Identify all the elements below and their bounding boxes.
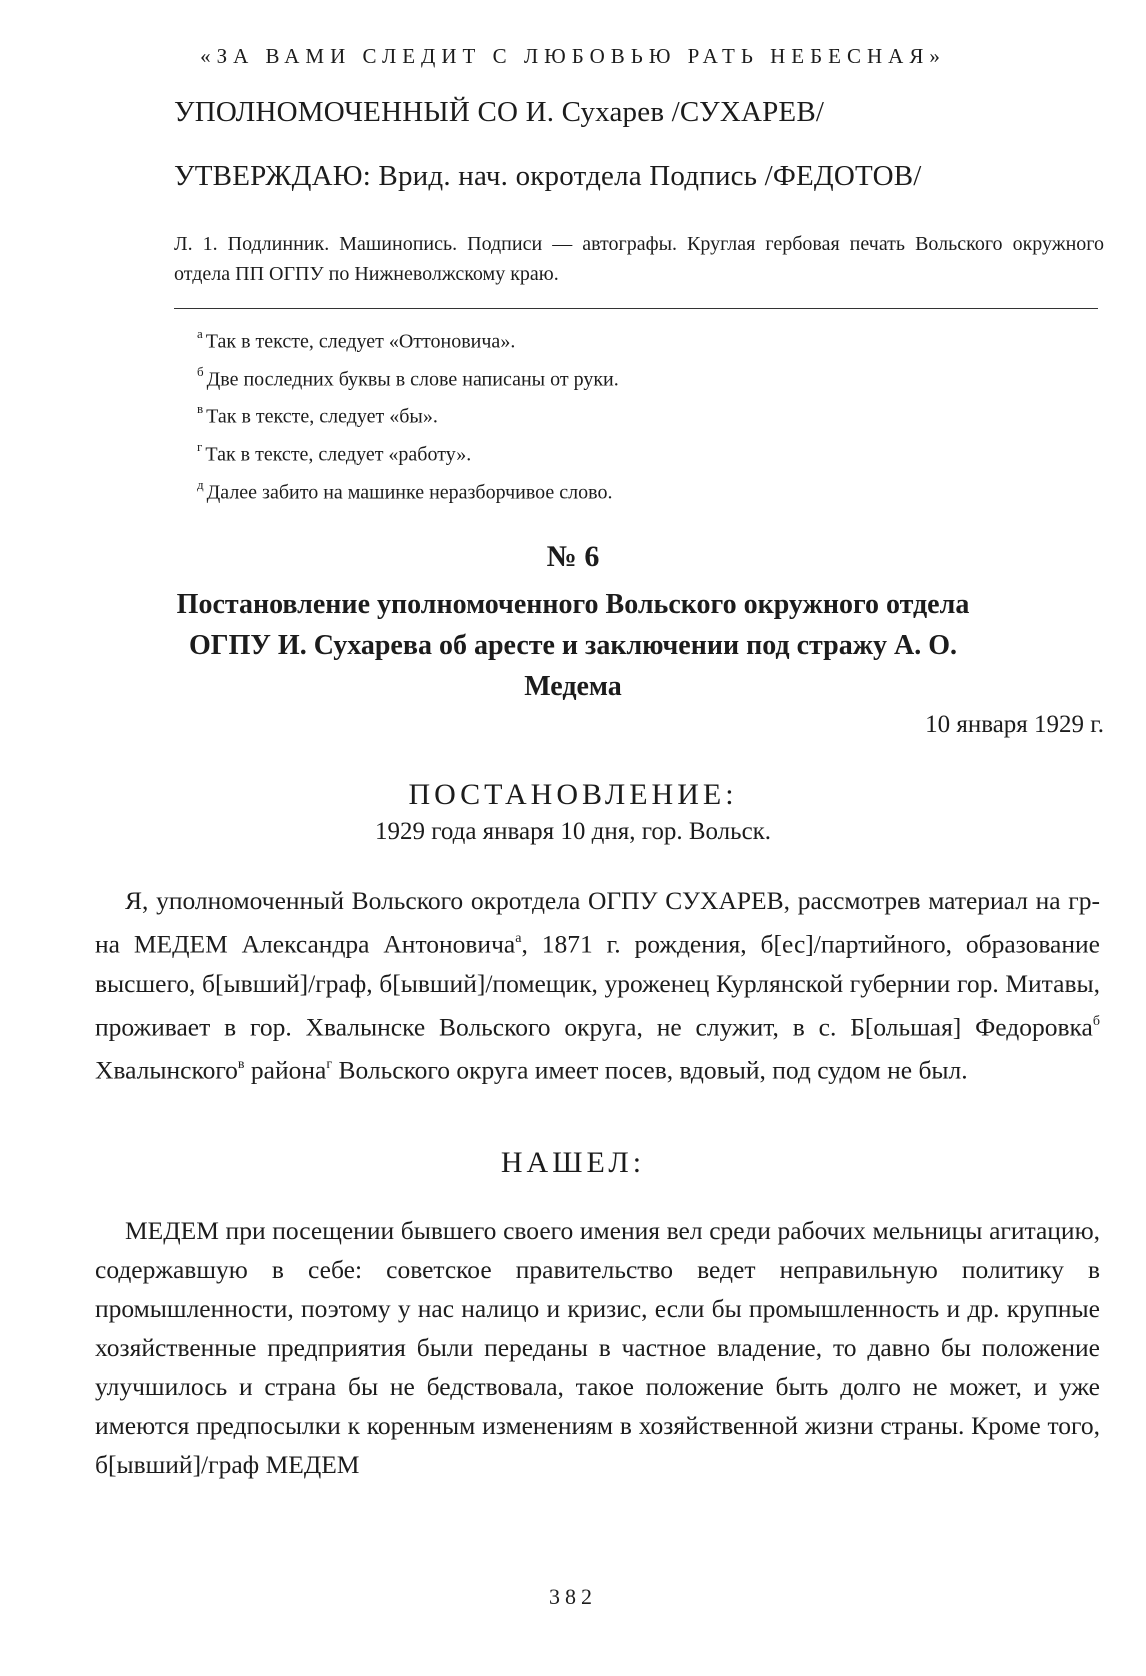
footnote [197, 320, 619, 358]
footnote [197, 433, 619, 471]
page-number: 382 [549, 1584, 597, 1609]
body-paragraph-2: МЕДЕМ при посещении бывшего своего имения вел среди рабочих мельницы агитацию, содержавшую в себе: советское правительство ведет неправильную политику в промышленности, поэтому у нас налицо и кризис, если бы промышленность и др. крупные хозяйственные предприятия были переданы в частное владение, то давно бы положение улучшилось и страна бы не бедствовала, такое положение быть долго не может, и уже имеются предпосылки к коренным изменениям в хозяйственной жизни страны. Кроме того, б[ывший]/граф МЕДЕМ [95, 1216, 1100, 1479]
footnote-mark: б [197, 363, 204, 379]
approve-line: УТВЕРЖДАЮ: Врид. нач. окротдела Подпись /ФЕДОТОВ/ [174, 160, 922, 192]
footnote-ref: г [326, 1057, 333, 1072]
footnote [197, 358, 619, 396]
document-title: Постановление уполномоченного Вольского окружного отдела ОГПУ И. Сухарева об аресте и заключении под стражу А. О. Медема [176, 589, 970, 702]
footnote-ref: б [1092, 1013, 1100, 1029]
footnote [197, 395, 619, 433]
footnote-ref: в [237, 1057, 245, 1072]
footnote-mark: д [197, 476, 204, 492]
text-run: Я, уполномоченный Вольского окротдела ОГПУ СУХАРЕВ, рассмотрев материал на гр-на МЕДЕМ Александра Антоновича [95, 886, 1100, 959]
footnote-ref: а [515, 931, 522, 946]
footnote-mark: г [197, 438, 203, 454]
footnote-text: Так в тексте, следует «Оттоновича». [205, 330, 516, 353]
archive-note: Л. 1. Подлинник. Машинопись. Подписи — автографы. Круглая гербовая печать Вольского окружного отдела ПП ОГПУ по Нижневолжскому краю. [174, 233, 1104, 285]
footnote [197, 471, 619, 509]
text-run: Хвалынского [95, 1055, 238, 1085]
resolution-subheading: 1929 года января 10 дня, гор. Вольск. [374, 818, 772, 845]
text-run: , 1871 г. рождения, б[ес]/партийного, образование высшего, б[ывший]/граф, б[ывший]/помещик, уроженец Курлянской губернии гор. Митавы, проживает в гор. Хвалынске Вольского округа, не служит, в с. Б[ольшая] Федоровка [95, 929, 1100, 1041]
text-run: Вольского округа имеет посев, вдовый, под судом не был. [332, 1055, 968, 1085]
found-heading: НАШЕЛ: [500, 1146, 646, 1179]
footnote-divider [174, 308, 1098, 309]
document-number: № 6 [546, 540, 600, 573]
footnote-text: Так в тексте, следует «бы». [206, 405, 438, 428]
footnotes [197, 320, 619, 508]
text-run: района [244, 1055, 327, 1085]
footnote-mark: а [197, 326, 203, 341]
resolution-heading: ПОСТАНОВЛЕНИЕ: [408, 778, 738, 811]
running-head: «ЗА ВАМИ СЛЕДИТ С ЛЮБОВЬЮ РАТЬ НЕБЕСНАЯ» [200, 44, 946, 68]
body-paragraph-1 [95, 881, 1100, 1090]
document-date: 10 января 1929 г. [925, 711, 1104, 738]
footnote-text: Так в тексте, следует «работу». [205, 443, 472, 466]
footnote-text: Две последних буквы в слове написаны от руки. [206, 368, 619, 391]
footnote-mark: в [197, 401, 204, 417]
footnote-text: Далее забито на машинке неразборчивое слово. [206, 481, 613, 504]
signature-line: УПОЛНОМОЧЕННЫЙ СО И. Сухарев /СУХАРЕВ/ [174, 96, 825, 128]
